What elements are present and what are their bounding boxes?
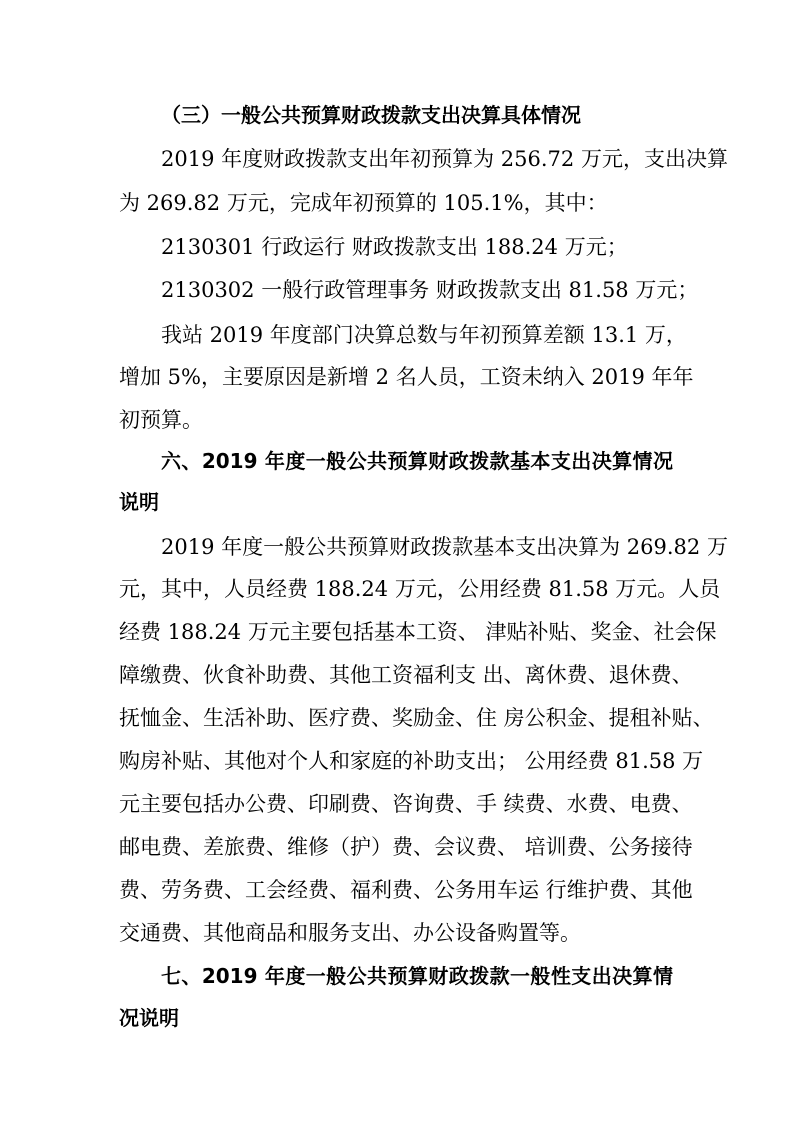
- paragraph-line: 为 269.82 万元，完成年初预算的 105.1%，其中：: [119, 191, 608, 215]
- section-heading-6-cont: 说明: [119, 490, 159, 514]
- paragraph-line: 经费 188.24 万元主要包括基本工资、 津贴补贴、奖金、社会保: [119, 620, 717, 644]
- paragraph-line: 购房补贴、其他对个人和家庭的补助支出； 公用经费 81.58 万: [119, 749, 704, 773]
- paragraph-line: 抚恤金、生活补助、医疗费、奖励金、住 房公积金、提租补贴、: [119, 706, 714, 730]
- paragraph-line: 增加 5%，主要原因是新增 2 名人员，工资未纳入 2019 年年: [119, 365, 694, 389]
- paragraph-line: 交通费、其他商品和服务支出、办公设备购置等。: [119, 921, 581, 945]
- paragraph-line: 2130301 行政运行 财政拨款支出 188.24 万元；: [161, 235, 628, 259]
- section-heading-6: 六、2019 年度一般公共预算财政拨款基本支出决算情况: [161, 449, 673, 473]
- section-heading-7-cont: 况说明: [119, 1006, 179, 1030]
- paragraph-line: 邮电费、差旅费、维修（护）费、会议费、 培训费、公务接待: [119, 835, 693, 859]
- paragraph-line: 2130302 一般行政管理事务 财政拨款支出 81.58 万元；: [161, 278, 699, 302]
- paragraph-line: 元主要包括办公费、印刷费、咨询费、手 续费、水费、电费、: [119, 792, 693, 816]
- paragraph-line: 我站 2019 年度部门决算总数与年初预算差额 13.1 万，: [161, 323, 687, 347]
- paragraph-line: 费、劳务费、工会经费、福利费、公务用车运 行维护费、其他: [119, 878, 693, 902]
- paragraph-line: 障缴费、伙食补助费、其他工资福利支 出、离休费、退休费、: [119, 663, 693, 687]
- section-heading-7: 七、2019 年度一般公共预算财政拨款一般性支出决算情: [161, 964, 673, 988]
- paragraph-line: 2019 年度一般公共预算财政拨款基本支出决算为 269.82 万: [161, 535, 728, 559]
- paragraph-line: 元，其中，人员经费 188.24 万元，公用经费 81.58 万元。人员: [119, 577, 721, 601]
- paragraph-line: 初预算。: [119, 408, 203, 432]
- section-heading-3: （三）一般公共预算财政拨款支出决算具体情况: [161, 103, 581, 127]
- paragraph-line: 2019 年度财政拨款支出年初预算为 256.72 万元，支出决算: [161, 147, 728, 171]
